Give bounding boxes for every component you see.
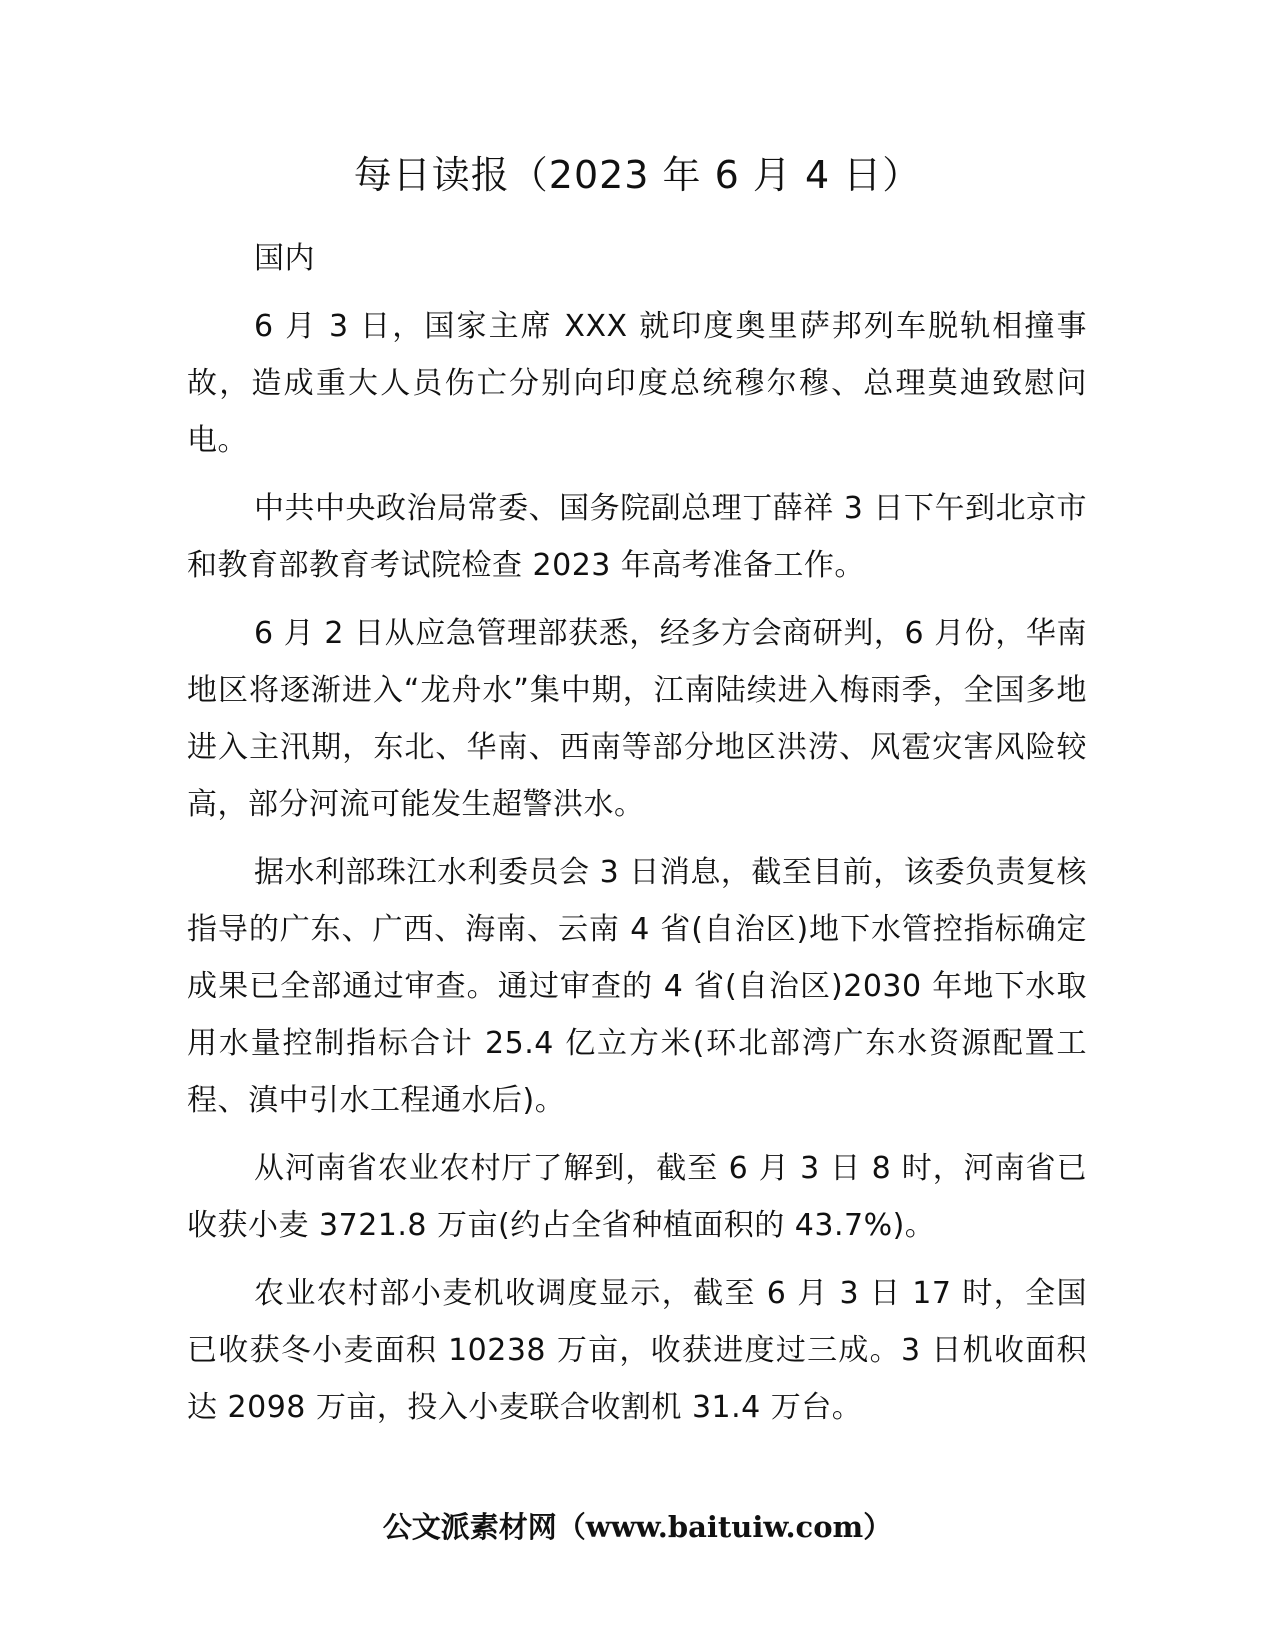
- news-paragraph: 6 月 3 日，国家主席 XXX 就印度奥里萨邦列车脱轨相撞事故，造成重大人员伤亡分别向印度总统穆尔穆、总理莫迪致慰问电。: [187, 309, 1087, 458]
- page-title: 每日读报（2023 年 6 月 4 日）: [353, 153, 922, 197]
- news-paragraph: 据水利部珠江水利委员会 3 日消息，截至目前，该委负责复核指导的广东、广西、海南、云南 4 省(自治区)地下水管控指标确定成果已全部通过审查。通过审查的 4 省(自治区)2030 年地下水取用水量控制指标合计 25.4 亿立方米(环北部湾广东水资源配置工程、滇中引水工程通水后)。: [187, 855, 1087, 1118]
- section-heading-domestic: 国内: [254, 241, 315, 276]
- news-paragraph: 中共中央政治局常委、国务院副总理丁薛祥 3 日下午到北京市和教育部教育考试院检查 2023 年高考准备工作。: [187, 491, 1087, 583]
- news-paragraph: 6 月 2 日从应急管理部获悉，经多方会商研判，6 月份，华南地区将逐渐进入“龙舟水”集中期，江南陆续进入梅雨季，全国多地进入主汛期，东北、华南、西南等部分地区洪涝、风雹灾害风险较高，部分河流可能发生超警洪水。: [187, 616, 1087, 822]
- news-paragraph: 农业农村部小麦机收调度显示，截至 6 月 3 日 17 时，全国已收获冬小麦面积 10238 万亩，收获进度过三成。3 日机收面积达 2098 万亩，投入小麦联合收割机 31.4 万台。: [187, 1276, 1087, 1425]
- source-footer: 公文派素材网（www.baituiw.com）: [382, 1510, 893, 1544]
- article-body: [187, 230, 1087, 1447]
- news-paragraph: 从河南省农业农村厅了解到，截至 6 月 3 日 8 时，河南省已收获小麦 3721.8 万亩(约占全省种植面积的 43.7%)。: [187, 1151, 1087, 1243]
